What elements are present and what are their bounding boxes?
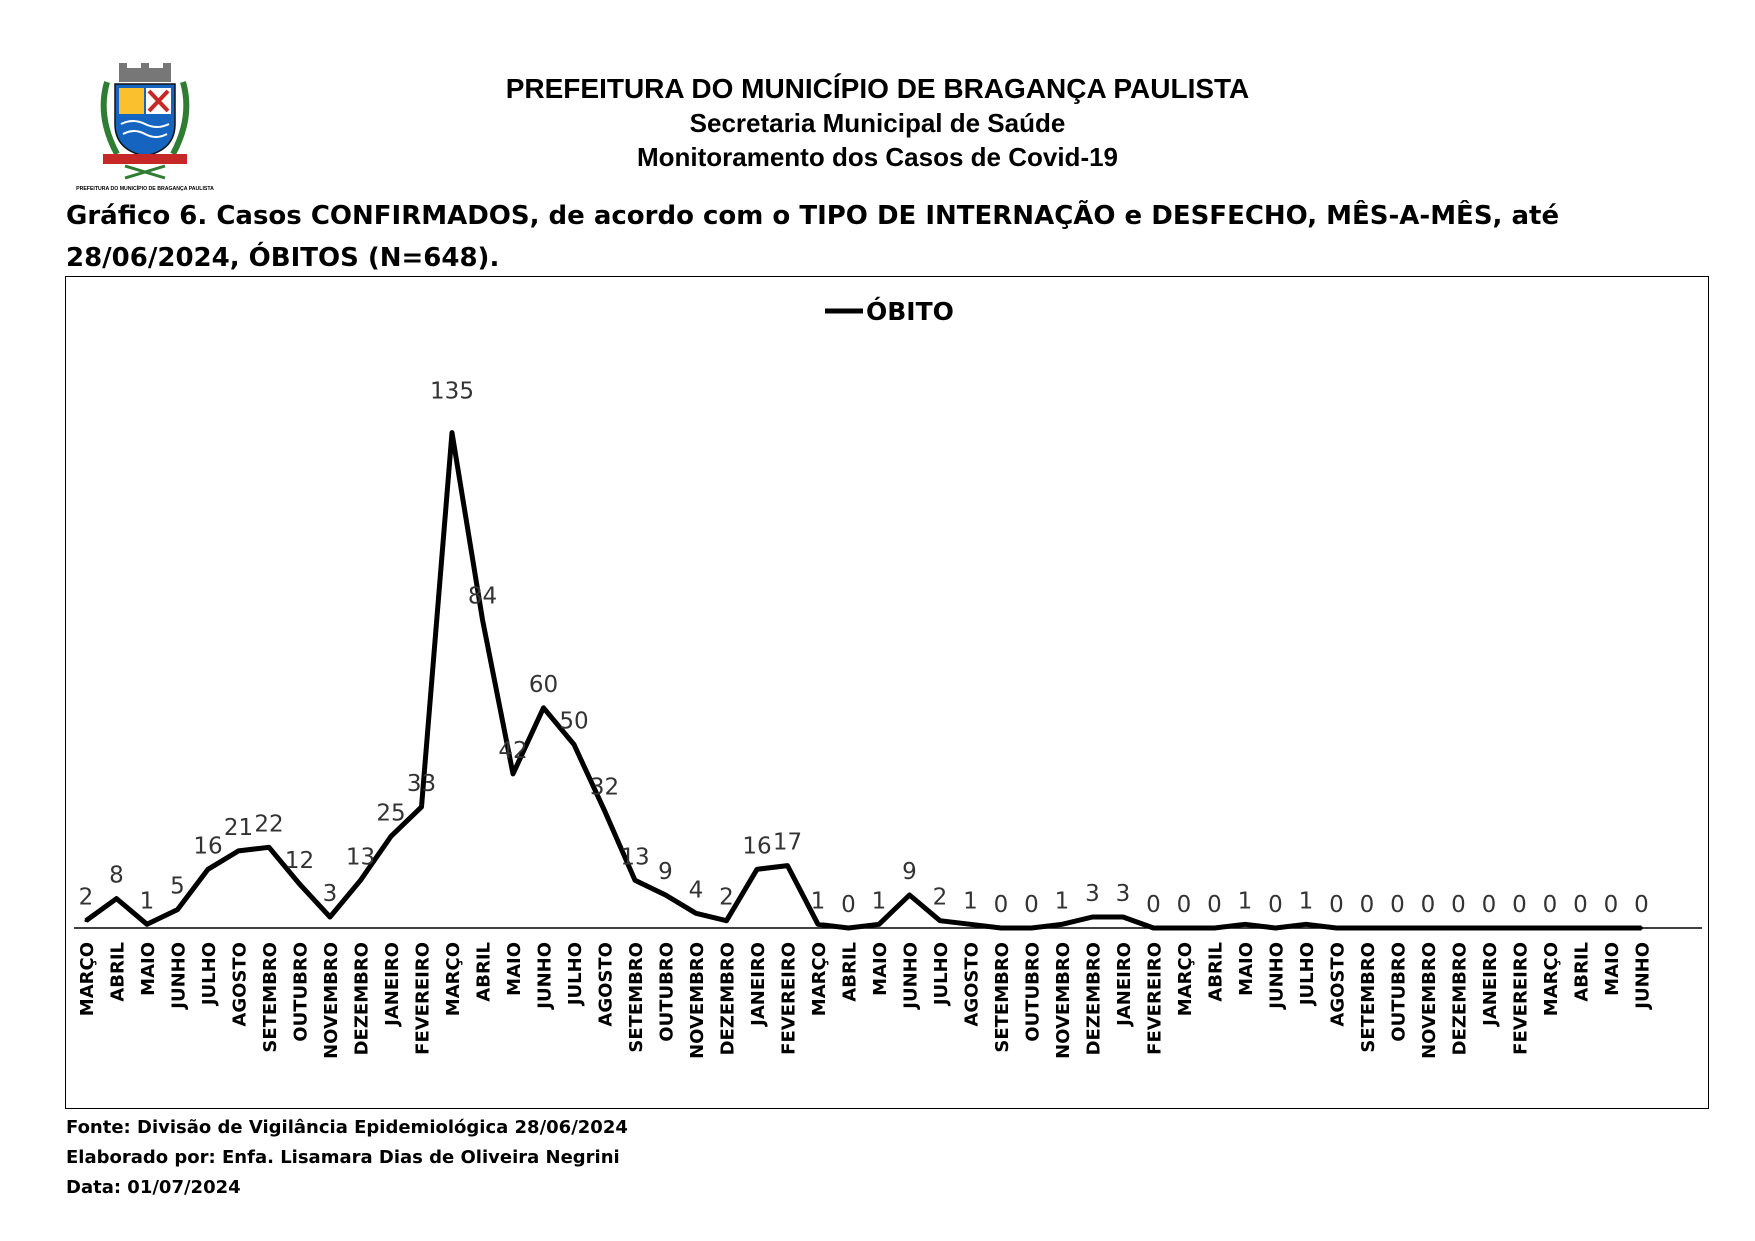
data-point [420, 805, 423, 808]
data-point [1427, 927, 1430, 930]
x-tick-label: MAIO [504, 942, 525, 996]
data-label: 0 [841, 892, 856, 918]
x-tick-label: ABRIL [1571, 942, 1593, 1002]
x-tick-label: OUTUBRO [1022, 942, 1044, 1042]
data-point [1579, 927, 1582, 930]
data-point [1061, 923, 1064, 926]
data-label: 0 [1603, 892, 1619, 918]
data-label: 12 [284, 847, 315, 874]
x-tick-label: SETEMBRO [1358, 942, 1379, 1053]
x-tick-label: OUTUBRO [656, 942, 678, 1042]
data-label: 0 [1634, 892, 1649, 918]
x-tick-label: JANEIRO [1480, 942, 1501, 1026]
x-tick-label: MARÇO [809, 942, 830, 1017]
x-tick-label: MAIO [870, 942, 891, 996]
data-label: 1 [1054, 888, 1070, 915]
data-point [1640, 927, 1643, 930]
data-label: 1 [1237, 888, 1253, 915]
page-title: PREFEITURA DO MUNICÍPIO DE BRAGANÇA PAULISTA [505, 73, 1250, 104]
data-label: 135 [430, 378, 474, 405]
x-tick-label: MAIO [1602, 942, 1623, 996]
x-tick-label: JANEIRO [1114, 942, 1135, 1026]
data-point [603, 809, 606, 812]
x-tick-label: MAIO [1236, 942, 1257, 996]
x-tick-label: NOVEMBRO [1053, 942, 1074, 1059]
data-point [634, 879, 637, 882]
data-label: 9 [902, 858, 917, 885]
data-label: 1 [810, 888, 826, 915]
x-tick-label: NOVEMBRO [1419, 942, 1440, 1059]
data-point [1122, 915, 1125, 918]
x-tick-label: JULHO [199, 942, 220, 1006]
x-tick-label: JUNHO [168, 942, 190, 1009]
x-tick-label: FEVEREIRO [412, 942, 434, 1055]
data-label: 1 [1298, 888, 1314, 915]
data-point [1549, 927, 1552, 930]
data-point [1366, 927, 1369, 930]
x-tick-label: MARÇO [443, 942, 464, 1017]
data-point [847, 927, 850, 930]
page-subtitle-department: Secretaria Municipal de Saúde [689, 108, 1066, 138]
data-point [725, 919, 728, 922]
data-label: 25 [376, 800, 406, 827]
data-point [1274, 927, 1277, 930]
data-label: 0 [1451, 892, 1466, 918]
data-label: 3 [1115, 880, 1131, 907]
data-point [1152, 927, 1155, 930]
data-label: 4 [688, 877, 704, 904]
data-point [1518, 927, 1521, 930]
data-point [756, 868, 759, 871]
line-chart [66, 277, 1710, 1110]
data-point [1610, 927, 1613, 930]
data-label: 3 [322, 880, 338, 907]
x-tick-label: AGOSTO [1327, 942, 1349, 1027]
data-label: 2 [719, 884, 734, 911]
series-line-obito [86, 433, 1642, 928]
x-tick-label: ABRIL [107, 942, 129, 1002]
data-point [1457, 927, 1460, 930]
data-label: 0 [1542, 892, 1558, 918]
data-point [451, 431, 454, 434]
data-point [359, 879, 362, 882]
x-tick-label: DEZEMBRO [1083, 942, 1105, 1056]
data-label: 13 [345, 844, 376, 871]
data-point [237, 849, 240, 852]
data-label: 0 [1512, 892, 1527, 918]
data-label: 5 [170, 873, 185, 900]
data-label: 1 [963, 888, 978, 915]
x-tick-label: JULHO [1297, 942, 1318, 1006]
data-point [512, 772, 515, 775]
chart-frame [65, 276, 1709, 1109]
x-tick-label: AGOSTO [595, 942, 617, 1027]
x-tick-label: FEVEREIRO [1144, 942, 1166, 1055]
x-tick-label: OUTUBRO [1388, 942, 1410, 1042]
data-label: 0 [1024, 892, 1039, 918]
x-tick-label: AGOSTO [961, 942, 983, 1027]
data-label: 8 [109, 862, 124, 889]
data-label: 2 [78, 884, 94, 911]
data-point [390, 835, 393, 838]
data-point [695, 912, 698, 915]
data-point [298, 882, 301, 885]
data-label: 0 [1268, 892, 1283, 918]
data-label: 60 [528, 671, 559, 698]
chart-caption: Gráfico 6. Casos CONFIRMADOS, de acordo com o TIPO DE INTERNAÇÃO e DESFECHO, MÊS-A-MÊS, até 28/06/2024, ÓBITOS (N=648). [66, 201, 1560, 273]
data-point [817, 923, 820, 926]
data-point [85, 919, 88, 922]
data-point [1488, 927, 1491, 930]
data-label: 13 [620, 844, 650, 871]
data-point [146, 923, 149, 926]
page-subtitle-report: Monitoramento dos Casos de Covid-19 [636, 142, 1119, 172]
data-point [1030, 927, 1033, 930]
x-tick-label: OUTUBRO [290, 942, 312, 1042]
data-label: 21 [223, 814, 254, 841]
data-label: 50 [559, 708, 589, 735]
data-label: 1 [871, 888, 887, 915]
data-label: 0 [1481, 892, 1497, 918]
data-label: 42 [498, 737, 528, 764]
data-label: 2 [932, 884, 948, 911]
data-point [1305, 923, 1308, 926]
data-label: 0 [1390, 892, 1405, 918]
x-tick-label: MARÇO [77, 942, 98, 1017]
data-point [207, 868, 210, 871]
x-tick-label: JULHO [565, 942, 586, 1006]
x-tick-label: DEZEMBRO [351, 942, 373, 1056]
x-tick-label: DEZEMBRO [717, 942, 739, 1056]
x-tick-label: JANEIRO [748, 942, 769, 1026]
data-point [1244, 923, 1247, 926]
x-tick-label: MARÇO [1541, 942, 1562, 1017]
data-label: 3 [1085, 880, 1100, 907]
legend-label: ÓBITO [866, 297, 954, 326]
data-point [1183, 927, 1186, 930]
data-label: 0 [1176, 892, 1192, 918]
footer-author: Elaborado por: Enfa. Lisamara Dias de Oliveira Negrini [66, 1147, 620, 1168]
data-point [908, 893, 911, 896]
data-label: 0 [1573, 892, 1588, 918]
x-tick-label: SETEMBRO [626, 942, 647, 1053]
x-tick-label: ABRIL [1205, 942, 1227, 1002]
x-tick-label: NOVEMBRO [687, 942, 708, 1059]
data-point [329, 915, 332, 918]
data-point [268, 846, 271, 849]
x-tick-label: JUNHO [534, 942, 556, 1009]
x-tick-label: SETEMBRO [260, 942, 281, 1053]
x-tick-label: FEVEREIRO [778, 942, 800, 1055]
data-label: 0 [1329, 892, 1344, 918]
data-label: 9 [658, 858, 673, 885]
data-label: 0 [1207, 892, 1222, 918]
data-label: 0 [1420, 892, 1436, 918]
footer-source: Fonte: Divisão de Vigilância Epidemiológica 28/06/2024 [66, 1117, 628, 1138]
data-point [1396, 927, 1399, 930]
data-point [786, 864, 789, 867]
footer-date: Data: 01/07/2024 [66, 1177, 241, 1198]
data-point [481, 618, 484, 621]
data-label: 1 [139, 888, 155, 915]
data-point [664, 893, 667, 896]
x-tick-label: ABRIL [839, 942, 861, 1002]
x-tick-label: MARÇO [1175, 942, 1196, 1017]
data-label: 0 [993, 892, 1009, 918]
data-point [969, 923, 972, 926]
x-tick-label: JUNHO [1632, 942, 1654, 1009]
data-point [542, 706, 545, 709]
x-tick-label: MAIO [138, 942, 159, 996]
data-point [176, 908, 179, 911]
data-point [939, 919, 942, 922]
data-label: 84 [467, 583, 498, 610]
logo-caption: PREFEITURA DO MUNICÍPIO DE BRAGANÇA PAULISTA [76, 186, 214, 192]
x-tick-label: JUNHO [1266, 942, 1288, 1009]
x-tick-label: NOVEMBRO [321, 942, 342, 1059]
x-tick-label: JUNHO [900, 942, 922, 1009]
data-label: 16 [742, 833, 772, 860]
data-label: 33 [406, 770, 437, 797]
data-point [573, 743, 576, 746]
data-point [1091, 915, 1094, 918]
x-tick-label: FEVEREIRO [1510, 942, 1532, 1055]
data-point [115, 897, 118, 900]
x-tick-label: DEZEMBRO [1449, 942, 1471, 1056]
data-label: 16 [193, 833, 223, 860]
x-tick-label: JANEIRO [382, 942, 403, 1026]
data-point [1335, 927, 1338, 930]
data-point [878, 923, 881, 926]
x-tick-label: ABRIL [473, 942, 495, 1002]
x-tick-label: JULHO [931, 942, 952, 1006]
data-label: 32 [589, 774, 620, 801]
data-label: 0 [1146, 892, 1161, 918]
data-label: 17 [772, 829, 803, 856]
data-point [1213, 927, 1216, 930]
data-label: 0 [1359, 892, 1375, 918]
x-tick-label: SETEMBRO [992, 942, 1013, 1053]
data-point [1000, 927, 1003, 930]
x-tick-label: AGOSTO [229, 942, 251, 1027]
data-label: 22 [254, 811, 284, 838]
